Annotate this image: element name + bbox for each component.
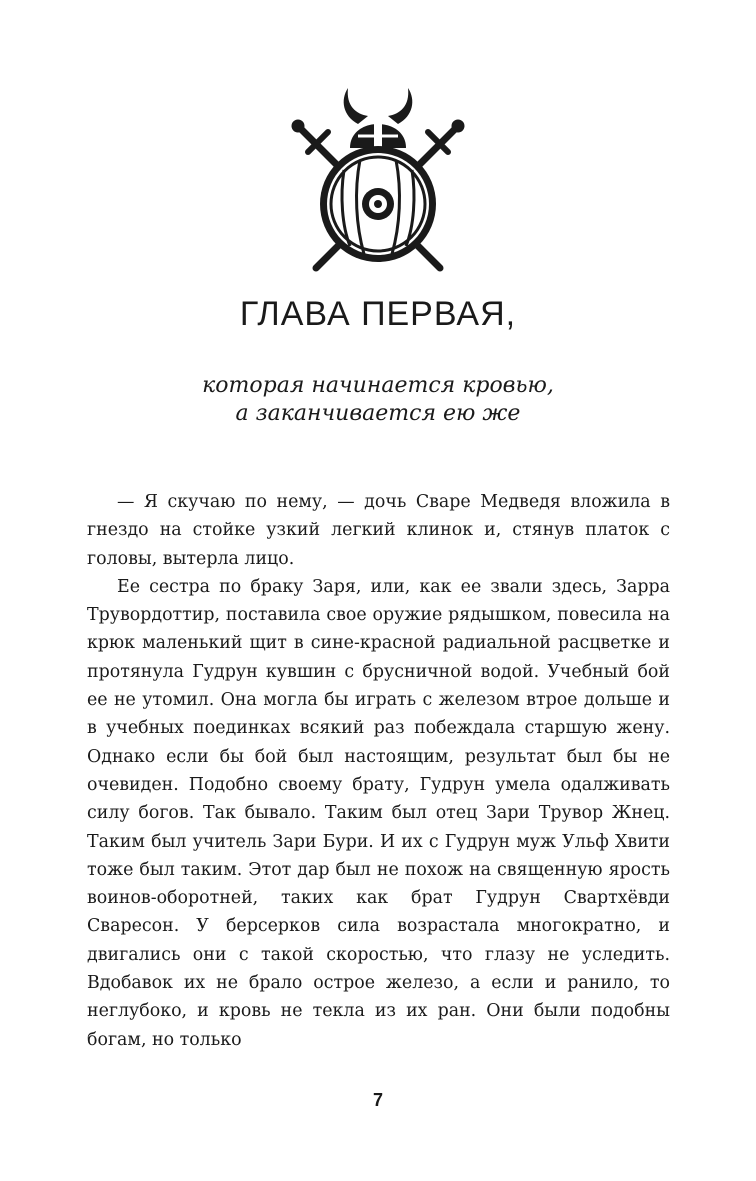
subtitle-line-2: а заканчивается ею же bbox=[235, 401, 521, 426]
body-text bbox=[87, 488, 670, 1054]
viking-helmet-shield-swords-icon bbox=[288, 86, 468, 276]
left-horn-icon bbox=[344, 88, 368, 124]
chapter-title: ГЛАВА ПЕРВАЯ, bbox=[239, 295, 517, 333]
paragraph: Ее сестра по браку Заря, или, как ее звали здесь, Зарра Трувордоттир, поставила свое оружие рядышком, повесила на крюк маленький щит в сине-красной радиальной расцветке и протянула Гудрун кувшин с брусничной водой. Учебный бой ее не утомил. Она могла бы играть с железом втрое дольше и в учебных поединках всякий раз побеждала старшую жену. Однако если бы бой был настоящим, результат был бы не очевиден. Подобно своему брату, Гудрун умела одалживать силу богов. Так бывало. Таким был отец Зари Трувор Жнец. Таким был учитель Зари Бури. И их с Гудрун муж Ульф Хвити тоже был таким. Этот дар был не похож на священную ярость воинов-оборотней, таких как брат Гудрун Свартхёвди Сваресон. У берсерков сила возрастала многократно, и двигались они с такой скоростью, что глазу не уследить. Вдобавок их не брало острое железо, а если и ранило, то неглубоко, и кровь не текла из их ран. Они были подобны богам, но только bbox=[87, 576, 670, 1050]
chapter-subtitle bbox=[0, 372, 756, 428]
page-number: 7 bbox=[372, 1090, 383, 1110]
right-horn-icon bbox=[388, 88, 412, 124]
subtitle-line-1: которая начинается кровью, bbox=[202, 373, 554, 398]
paragraph: — Я скучаю по нему, — дочь Сваре Медведя вложила в гнездо на стойке узкий легкий клинок и, стянув платок с головы, вытерла лицо. bbox=[87, 492, 670, 569]
shield-icon bbox=[320, 146, 436, 262]
